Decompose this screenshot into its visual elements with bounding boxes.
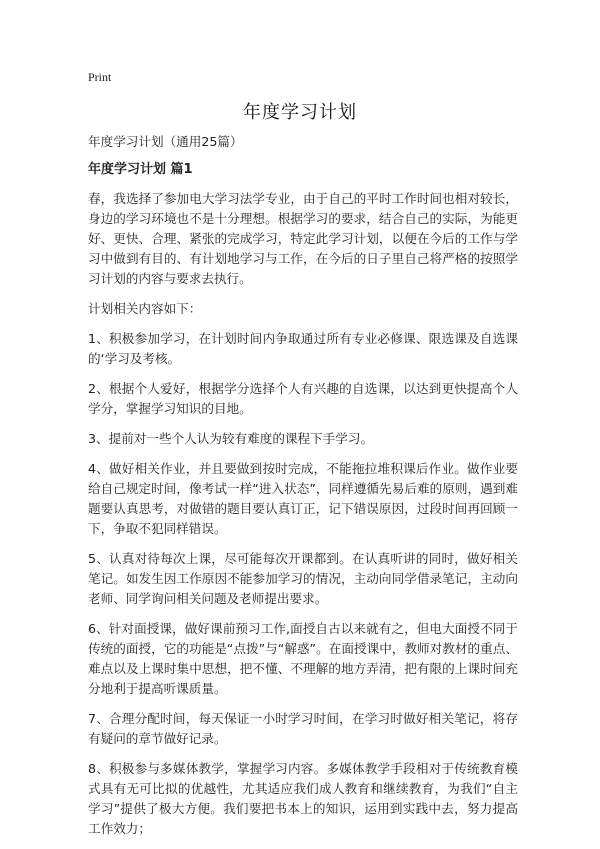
paragraph-intro: 春，我选择了参加电大学习法学专业，由于自己的平时工作时间也相对较长，身边的学习环境也不是十分理想。根据学习的要求，结合自己的实际，为能更好、更快、合理、紧张的完成学习，特定此学习计划，以便在今后的工作与学习中做到有目的、有计划地学习与工作，在今后的日子里自己将严格的按照学习计划的内容与要求去执行。 xyxy=(88,191,518,286)
print-label: Print xyxy=(88,70,112,84)
document-body xyxy=(88,132,518,849)
paragraph-item-5: 5、认真对待每次上课，尽可能每次开课都到。在认真听讲的同时，做好相关笔记。如发生因工作原因不能参加学习的情况，主动向同学借录笔记，主动向老师、同学询问相关问题及老师提出要求。 xyxy=(88,551,518,606)
paragraph-item-3: 3、提前对一些个人认为较有难度的课程下手学习。 xyxy=(88,431,374,446)
paragraph-plan-lead: 计划相关内容如下： xyxy=(88,301,202,316)
document-subtitle: 年度学习计划（通用25篇） xyxy=(88,134,243,149)
paragraph-item-6: 6、针对面授课，做好课前预习工作,面授自古以来就有之，但电大面授不同于传统的面授，它的功能是“点拨”与“解惑”。在面授课中，教师对教材的重点、难点以及上课时集中思想，把不懂、不理解的地方弄清，把有限的上课时间充分地利于提高听课质量。 xyxy=(88,621,518,696)
section-heading: 年度学习计划 篇1 xyxy=(88,162,193,177)
paragraph-item-1: 1、积极参加学习，在计划时间内争取通过所有专业必修课、限选课及自选课的‘学习及考核。 xyxy=(88,331,518,366)
paragraph-item-4: 4、做好相关作业，并且要做到按时完成，不能拖拉堆积课后作业。做作业要给自己规定时间，像考试一样“进入状态”，同样遵循先易后难的原则，遇到难题要认真思考，对做错的题目要认真订正，记下错误原因，过段时间再回顾一下，争取不犯同样错误。 xyxy=(88,461,518,536)
paragraph-item-7: 7、合理分配时间，每天保证一小时学习时间，在学习时做好相关笔记，将存有疑问的章节做好记录。 xyxy=(88,711,518,746)
page-title: 年度学习计划 xyxy=(243,102,357,123)
paragraph-item-8: 8、积极参与多媒体教学，掌握学习内容。多媒体教学手段相对于传统教育模式具有无可比拟的优越性，尤其适应我们成人教育和继续教育，为我们“自主学习”提供了极大方便。我们要把书本上的知识，运用到实践中去，努力提高工作效力； xyxy=(88,761,518,836)
paragraph-item-2: 2、根据个人爱好，根据学分选择个人有兴趣的自选课，以达到更快提高个人学分，掌握学习知识的目地。 xyxy=(88,381,518,416)
